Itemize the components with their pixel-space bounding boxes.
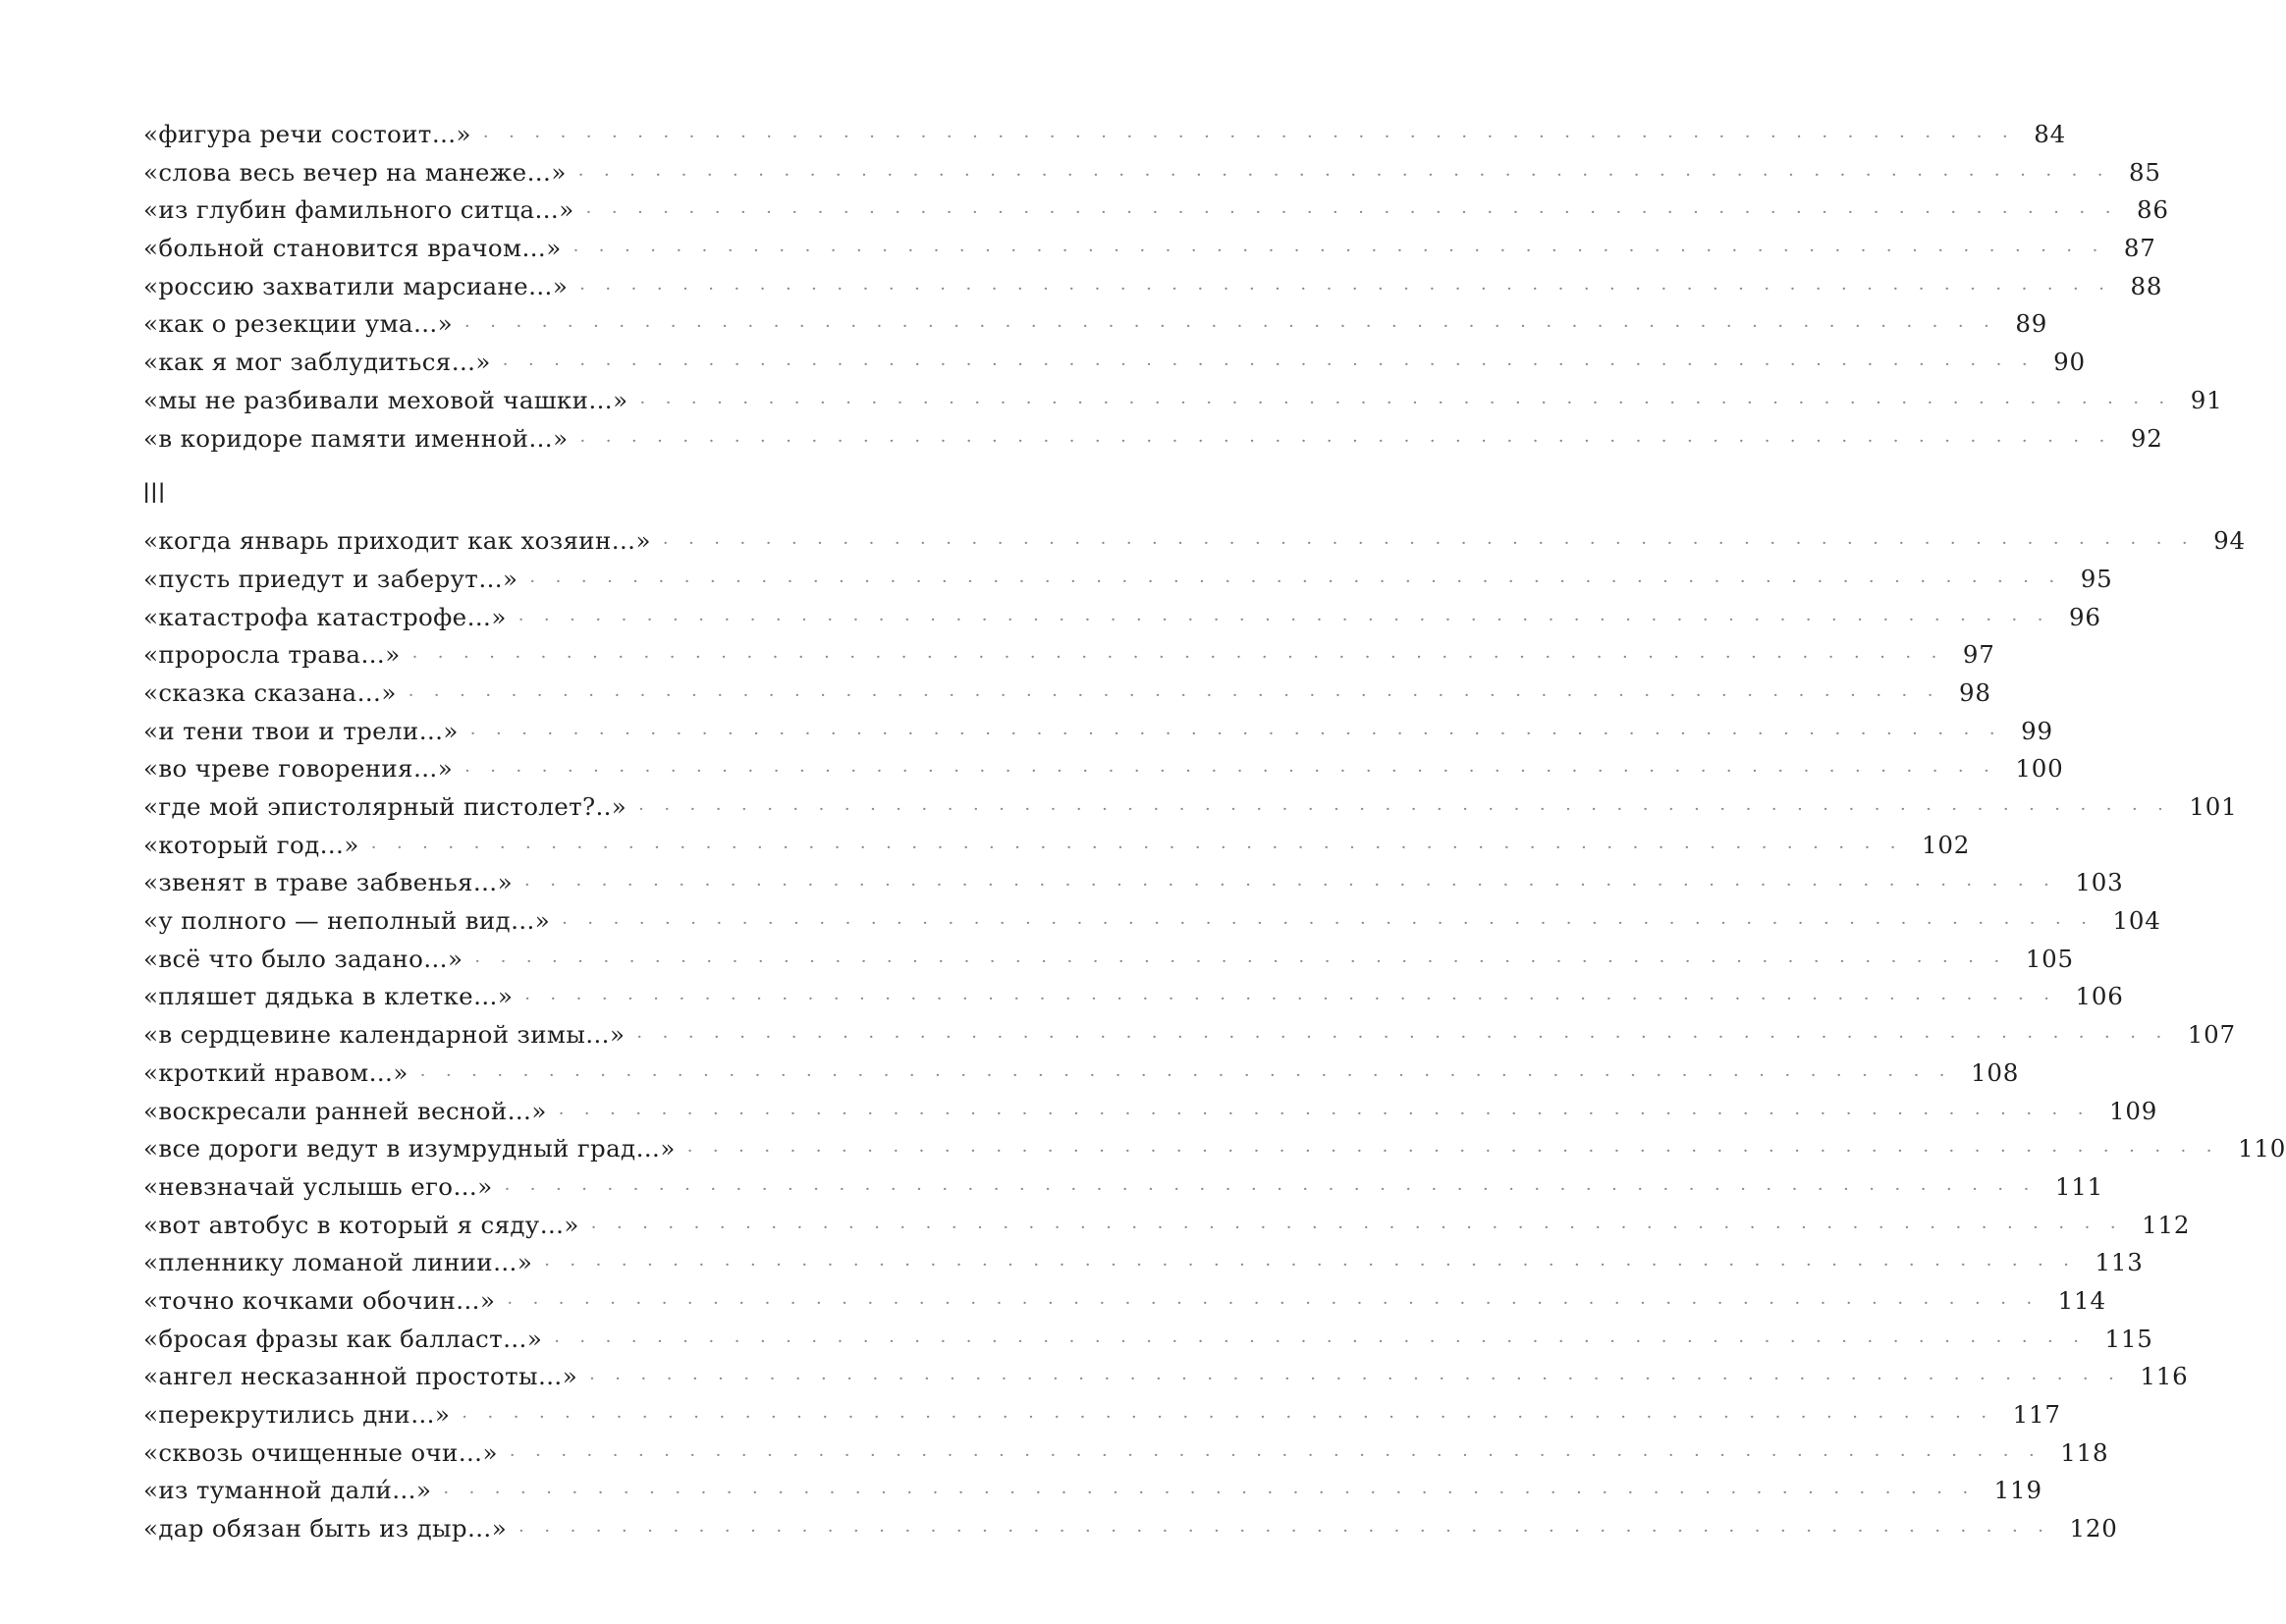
toc-entry [143,305,2048,344]
toc-entry-title: «у полного — неполный вид…» [143,906,551,936]
toc-entry [143,864,2124,902]
toc-entry-title: «из туманной дали́…» [143,1476,432,1505]
toc-entry-page-number: 111 [2054,1171,2104,1201]
toc-entry [143,1510,2118,1548]
toc-entry [143,750,2064,788]
table-of-contents [143,116,2286,1548]
toc-entry-page-number: 86 [2136,195,2169,225]
dot-leader: ···························································· [558,1103,2103,1124]
toc-entry [143,1130,2286,1168]
toc-entry-page-number: 114 [2057,1285,2106,1315]
toc-entry-page-number: 84 [2034,120,2066,148]
toc-entry-title: «кроткий нравом…» [143,1057,408,1087]
toc-entry-page-number: 94 [2213,526,2246,556]
toc-entry [143,1321,2153,1359]
toc-entry-page-number: 104 [2112,906,2161,936]
toc-entry-title: «сквозь очищенные очи…» [143,1437,498,1467]
toc-entry-title: «сказка сказана…» [143,677,397,707]
toc-entry-page-number: 90 [2053,348,2086,377]
toc-entry-title: «фигура речи состоит…» [143,120,471,148]
toc-entry [143,902,2161,941]
toc-entry-title: «пляшет дядька в клетке…» [143,982,514,1011]
toc-entry-page-number: 96 [2069,602,2101,631]
toc-entry-title: «все дороги ведут в изумрудный град…» [143,1134,676,1164]
toc-entry [143,788,2238,827]
toc-entry [143,1244,2144,1282]
dot-leader: ···························································· [517,609,2064,630]
toc-entry [143,1168,2104,1207]
toc-entry-title: «где мой эпистолярный пистолет?..» [143,792,627,821]
toc-entry [143,1093,2158,1131]
dot-leader: ···························································· [529,570,2075,592]
toc-entry-title: «который год…» [143,830,359,859]
dot-leader: ···························································· [638,799,2184,820]
toc-entry-title: «пленнику ломаной линии…» [143,1248,533,1277]
toc-entry [143,116,2066,154]
dot-leader: ···························································· [589,1369,2135,1390]
toc-entry [143,420,2163,459]
toc-entry-page-number: 120 [2069,1514,2118,1543]
toc-entry [143,268,2163,306]
toc-entry-page-number: 100 [2015,754,2064,784]
toc-entry-page-number: 97 [1962,640,1995,670]
toc-entry [143,191,2169,230]
toc-entry-page-number: 85 [2129,157,2161,187]
dot-leader: ···························································· [504,1178,2049,1200]
dot-leader: ···························································· [419,1064,1966,1086]
toc-entry-page-number: 112 [2142,1210,2191,1239]
toc-entry-page-number: 110 [2238,1134,2286,1164]
toc-entry-page-number: 113 [2095,1248,2144,1277]
dot-leader: ···························································· [686,1141,2232,1163]
toc-entry [143,230,2156,268]
dot-leader: ···························································· [443,1483,1988,1504]
toc-entry-page-number: 115 [2104,1324,2153,1353]
dot-leader: ···························································· [464,761,2010,783]
toc-entry-title: «перекрутились дни…» [143,1400,451,1429]
dot-leader: ···························································· [544,1255,2090,1276]
toc-entry-title: «ангел несказанной простоты…» [143,1362,578,1391]
toc-entry [143,978,2124,1016]
toc-entry-page-number: 89 [2015,309,2048,339]
dot-leader: ···························································· [562,913,2107,935]
dot-leader: ···························································· [585,202,2131,224]
toc-entry [143,154,2161,192]
toc-entry-page-number: 92 [2130,423,2163,453]
toc-entry-title: «больной становится врачом…» [143,234,562,263]
toc-entry [143,344,2086,382]
toc-entry-page-number: 95 [2080,564,2113,593]
dot-leader: ···························································· [464,316,2010,338]
dot-leader: ···························································· [370,837,1917,858]
toc-entry-title: «вот автобус в который я сяду…» [143,1210,579,1239]
toc-entry [143,599,2101,637]
dot-leader: ···························································· [469,723,2016,744]
toc-entry-page-number: 87 [2123,234,2156,263]
toc-entry-title: «как о резекции ума…» [143,309,454,339]
toc-entry-title: «катастрофа катастрофе…» [143,602,507,631]
toc-entry-page-number: 98 [1959,677,1991,707]
toc-entry-title: «проросла трава…» [143,640,401,670]
toc-entry [143,1472,2042,1510]
toc-entry-page-number: 99 [2021,716,2053,745]
dot-leader: ···························································· [507,1292,2052,1314]
dot-leader: ···························································· [572,241,2118,262]
toc-entry [143,1282,2106,1321]
toc-entry-page-number: 107 [2187,1020,2236,1050]
toc-entry-title: «когда январь приходит как хозяин…» [143,526,651,556]
toc-entry-title: «бросая фразы как балласт…» [143,1324,543,1353]
toc-entry-page-number: 103 [2075,868,2124,897]
toc-entry [143,636,1995,675]
toc-entry-title: «слова весь вечер на манеже…» [143,157,567,187]
toc-entry-page-number: 108 [1971,1057,2020,1087]
toc-entry-page-number: 118 [2060,1437,2109,1467]
toc-entry-page-number: 109 [2109,1096,2158,1125]
toc-entry-title: «в сердцевине календарной зимы…» [143,1020,626,1050]
dot-leader: ···························································· [579,278,2125,299]
dot-leader: ···························································· [554,1330,2099,1352]
toc-entry [143,1435,2109,1473]
toc-entry-title: «дар обязан быть из дыр…» [143,1514,508,1543]
dot-leader: ···························································· [502,354,2048,376]
toc-entry-page-number: 91 [2190,385,2223,414]
toc-entry-title: «воскресали ранней весной…» [143,1096,547,1125]
toc-entry-title: «звенят в траве забвенья…» [143,868,514,897]
toc-entry-title: «всё что было задано…» [143,944,463,973]
dot-leader: ···························································· [636,1027,2182,1049]
dot-leader: ···························································· [482,127,2029,147]
section-heading: III [143,477,167,511]
toc-entry-page-number: 117 [2012,1400,2061,1429]
toc-section-iii [143,522,2286,1548]
toc-entry-page-number: 88 [2130,271,2163,300]
dot-leader: ···························································· [474,950,2020,972]
toc-entry [143,941,2074,979]
toc-entry [143,1016,2236,1055]
dot-leader: ···························································· [518,1521,2064,1543]
toc-entry [143,675,1991,713]
dot-leader: ···························································· [408,684,1953,706]
toc-entry-title: «пусть приедут и заберут…» [143,564,518,593]
toc-entry-title: «точно кочками обочин…» [143,1285,496,1315]
toc-entry-title: «невзначай услышь его…» [143,1171,493,1201]
toc-entry [143,1055,2020,1093]
dot-leader: ···························································· [411,647,1957,669]
toc-entry-page-number: 116 [2140,1362,2189,1391]
dot-leader: ···························································· [524,989,2070,1010]
dot-leader: ···························································· [509,1444,2055,1466]
toc-entry-page-number: 119 [1993,1476,2042,1505]
dot-leader: ···························································· [462,1407,2007,1428]
toc-entry-title: «мы не разбивали меховой чашки…» [143,385,628,414]
toc-entry-title: «из глубин фамильного ситца…» [143,195,574,225]
toc-entry [143,713,2053,751]
dot-leader: ···························································· [662,533,2208,555]
dot-leader: ···························································· [590,1217,2137,1238]
toc-entry-page-number: 106 [2075,982,2124,1011]
toc-entry-title: «в коридоре памяти именной…» [143,423,569,453]
toc-entry-page-number: 105 [2025,944,2074,973]
toc-entry [143,1207,2191,1245]
toc-entry [143,1358,2189,1396]
dot-leader: ···························································· [524,875,2070,896]
toc-entry [143,382,2223,420]
toc-entry-page-number: 101 [2189,792,2238,821]
toc-entry-page-number: 102 [1922,830,1971,859]
toc-entry-title: «во чреве говорения…» [143,754,454,784]
toc-section-ii-tail [143,116,2223,458]
toc-entry-title: «россию захватили марсиане…» [143,271,569,300]
toc-entry [143,1396,2061,1435]
toc-entry [143,522,2246,561]
toc-entry [143,827,1971,865]
dot-leader: ···························································· [579,430,2125,452]
dot-leader: ···························································· [639,392,2185,413]
toc-entry [143,561,2113,599]
toc-entry-title: «как я мог заблудиться…» [143,348,491,377]
toc-entry-title: «и тени твои и трели…» [143,716,459,745]
dot-leader: ···························································· [577,164,2124,186]
